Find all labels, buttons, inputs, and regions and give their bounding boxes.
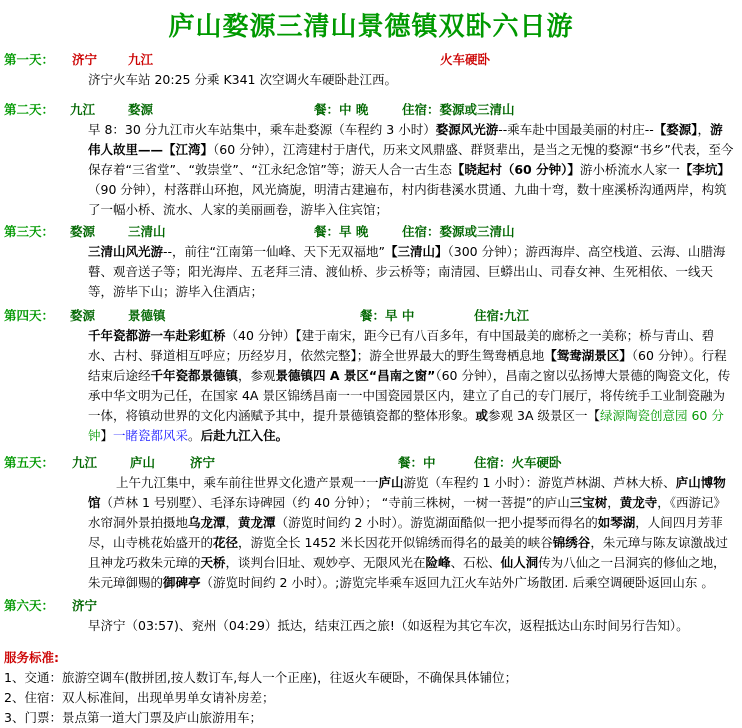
body-text: （300 分钟）；游西海岸、高空栈道、云海、山腊海瞽、观音送子等；阳光海岸、五老拜三清、渡仙桥、步云桥等；南清园、巨蟒出山、司春女神、生死相依、一线天等，游毕下山；游毕入住酒店； [88,244,726,299]
highlight-text: 御碑亭 [163,575,201,590]
day-description [88,616,734,636]
day-label: 第四天： [4,308,55,323]
day-description [88,70,734,90]
meals: 餐：早 晚 [314,224,369,239]
body-text[interactable]: 一睹瓷都风采 [113,428,189,443]
day-4 [0,306,742,446]
lodging: 住宿：火车硬卧 [474,455,562,470]
body-text: 游小桥流水人家一 [579,162,680,177]
body-text: 早 8：30 分九江市火车站集中，乘车赴婺源（车程约 3 小时） [88,122,436,137]
body-text: 早济宁（03:57)、兖州（04:29）抵达，结束江西之旅!（如返程为其它车次，返程抵达山东时间另行告知）。 [88,618,689,633]
highlight-text: 景德镇四 A 景区“昌南之窗” [275,368,436,383]
lodging: 火车硬卧 [440,52,491,67]
highlight-text: 仙人洞 [500,555,539,570]
highlight-text: 千年瓷都景德镇 [150,368,239,383]
body-text: 济宁火车站 20:25 分乘 K341 次空调火车硬卧赴江西。 [88,72,397,87]
day-label: 第三天： [4,224,55,239]
service-item: 1、交通：旅游空调车(散拼团,按人数订车,每人一个正座)，往返火车硬卧，不确保具体铺位； [4,670,518,685]
body-text: ，游览全长 1452 米长因花开似锦绣而得名的最美的峡谷 [238,535,553,550]
body-text: 传为八仙之一吕洞宾的修仙之地，朱元璋御赐的 [88,555,726,590]
body-text: 。 [188,428,201,443]
highlight-text: 游伟人故里——【江湾】 [88,122,723,157]
body-text: --乘车赴中国最美丽的村庄-- [498,122,654,137]
body-text: ，谈判台旧址、观妙亭、无限风光在 [225,555,426,570]
body-text: 上午九江集中，乘车前往世界文化遗产景观一一 [116,475,379,490]
highlight-text: 千年瓷都游一车赴彩虹桥 [88,328,226,343]
highlight-text: 黄龙潭 [238,515,276,530]
highlight-text: 庐山 [378,475,404,490]
day-label: 第二天： [4,102,55,117]
highlight-text: 三宝树 [569,495,608,510]
lodging: 住宿：婺源或三清山 [402,102,515,117]
body-text: --，前往“江南第一仙峰、天下无双福地” [163,244,385,259]
body-text: 参观 3A 级景区一【 [488,408,600,423]
day-label: 第一天： [4,52,55,67]
body-text: ， [225,515,239,530]
service-standards [4,648,738,728]
day-description [88,120,734,220]
route-stop: 婺源 [128,102,154,117]
day-1 [0,50,742,90]
route-stop: 庐山 [130,455,156,470]
highlight-text: 险峰 [425,555,451,570]
service-title: 服务标准: [4,650,59,665]
page-title: 庐山婺源三清山景德镇双卧六日游 [168,12,574,42]
highlight-text: 【李坑】 [679,162,730,177]
body-text: 、石松、 [450,555,501,570]
highlight-text: 乌龙潭 [188,515,226,530]
highlight-text: 三清山风光游 [88,244,164,259]
body-text: （游览时间约 2 小时）。;游览完毕乘车返回九江火车站外广场散团. 后乘空调硬卧返回山东 。 [200,575,714,590]
body-text: ， [697,122,711,137]
body-text: （40 分钟）【建于南宋，距今已有八百多年，有中国最美的廊桥之一美称；桥与青山、碧水、古村、驿道相互呼应；历经岁月，依然完整】；游全世界最大的野生鸳鸯栖息地 [88,328,715,363]
body-text: ，《西游记》水帘洞外景拍摄地 [88,495,727,530]
route-stop: 三清山 [128,224,166,239]
body-text: ，朱元璋与陈友谅激战过且神龙巧救朱元璋的 [88,535,728,570]
day-description [88,242,734,302]
highlight-text: 庐山博物馆 [88,475,726,510]
highlight-text: 天桥 [200,555,226,570]
body-text: （60 分钟）。行程结束后途经 [88,348,727,383]
meals: 餐：早 中 [360,308,415,323]
route-stop: 九江 [72,455,98,470]
highlight-text: 婺源风光游 [435,122,499,137]
lodging: 住宿:九江 [474,308,529,323]
body-text: 绿源陶瓷创意园 60 分钟 [88,408,724,443]
day-label: 第五天： [4,455,55,470]
day-6 [0,596,742,636]
service-item: 3、门票：景点第一道大门票及庐山旅游用车； [4,710,262,725]
meals: 餐：中 [398,455,436,470]
day-description [88,326,734,446]
route-stop: 济宁 [72,52,98,67]
highlight-text: 后赴九江入住。 [200,428,289,443]
route-stop: 九江 [70,102,96,117]
service-item: 2、住宿：双人标准间，出现单男单女请补房差； [4,690,275,705]
route-stop: 婺源 [70,224,96,239]
body-text: （芦林 1 号别墅）、毛泽东诗碑园（约 40 分钟）； “寺前三株树，一树一菩提”的庐山 [100,495,570,510]
route-stop: 济宁 [72,598,98,613]
highlight-text: 【婺源】 [653,122,698,137]
body-text: ，人间四月芳菲尽，山寺桃花始盛开的 [88,515,723,550]
body-text: （游览时间约 2 小时）。游览湖面酷似一把小提琴而得名的 [275,515,598,530]
route-stop: 婺源 [70,308,96,323]
highlight-text: 锦绣谷 [552,535,591,550]
day-label: 第六天： [4,598,55,613]
highlight-text: 【三清山】 [385,244,448,259]
body-text: ，参观 [238,368,276,383]
day-2 [0,100,742,220]
lodging: 住宿：婺源或三清山 [402,224,515,239]
body-text: 游览（车程约 1 小时）：游览芦林湖、芦林大桥、 [403,475,676,490]
route-stop: 九江 [128,52,154,67]
highlight-text: 花径 [213,535,239,550]
highlight-text: 或 [475,408,489,423]
meals: 餐：中 晚 [314,102,369,117]
body-text: （60 分钟），江湾建村于唐代，历来文风鼎盛、群贤辈出，是当之无愧的婺源“书乡”代表，至今保存着“三省堂”、“敦崇堂”、“江永纪念馆”等；游天人合一古生态 [88,142,734,177]
day-description [88,473,734,593]
highlight-text: 【鸳鸯湖景区】 [544,348,632,363]
route-stop: 景德镇 [128,308,166,323]
body-text: （90 分钟），村落群山环抱，风光旖旎，明清古建遍布，村内街巷溪水贯通、九曲十弯，数十座溪桥沟通两岸，构筑了一幅小桥、流水、人家的美丽画卷，游毕入住宾馆； [88,182,727,217]
body-text: 】 [100,428,114,443]
highlight-text: 如琴湖 [597,515,636,530]
highlight-text: 【晓起村（60 分钟）】 [451,162,580,177]
body-text: ， [607,495,620,510]
route-stop: 济宁 [190,455,216,470]
body-text: （60 分钟），昌南之窗以弘扬博大景德的陶瓷文化，传承中华文明为己任，在国家 4A 景区锦绣昌南一一中国瓷园景区内，建立了自己的专门展厅，将传统手工业制瓷融为一体，将镇动世界的文化内涵赋予其中，提升景德镇瓷都的整体形象。 [88,368,731,423]
day-3 [0,222,742,302]
day-5 [0,453,742,593]
highlight-text: 黄龙寺 [619,495,658,510]
